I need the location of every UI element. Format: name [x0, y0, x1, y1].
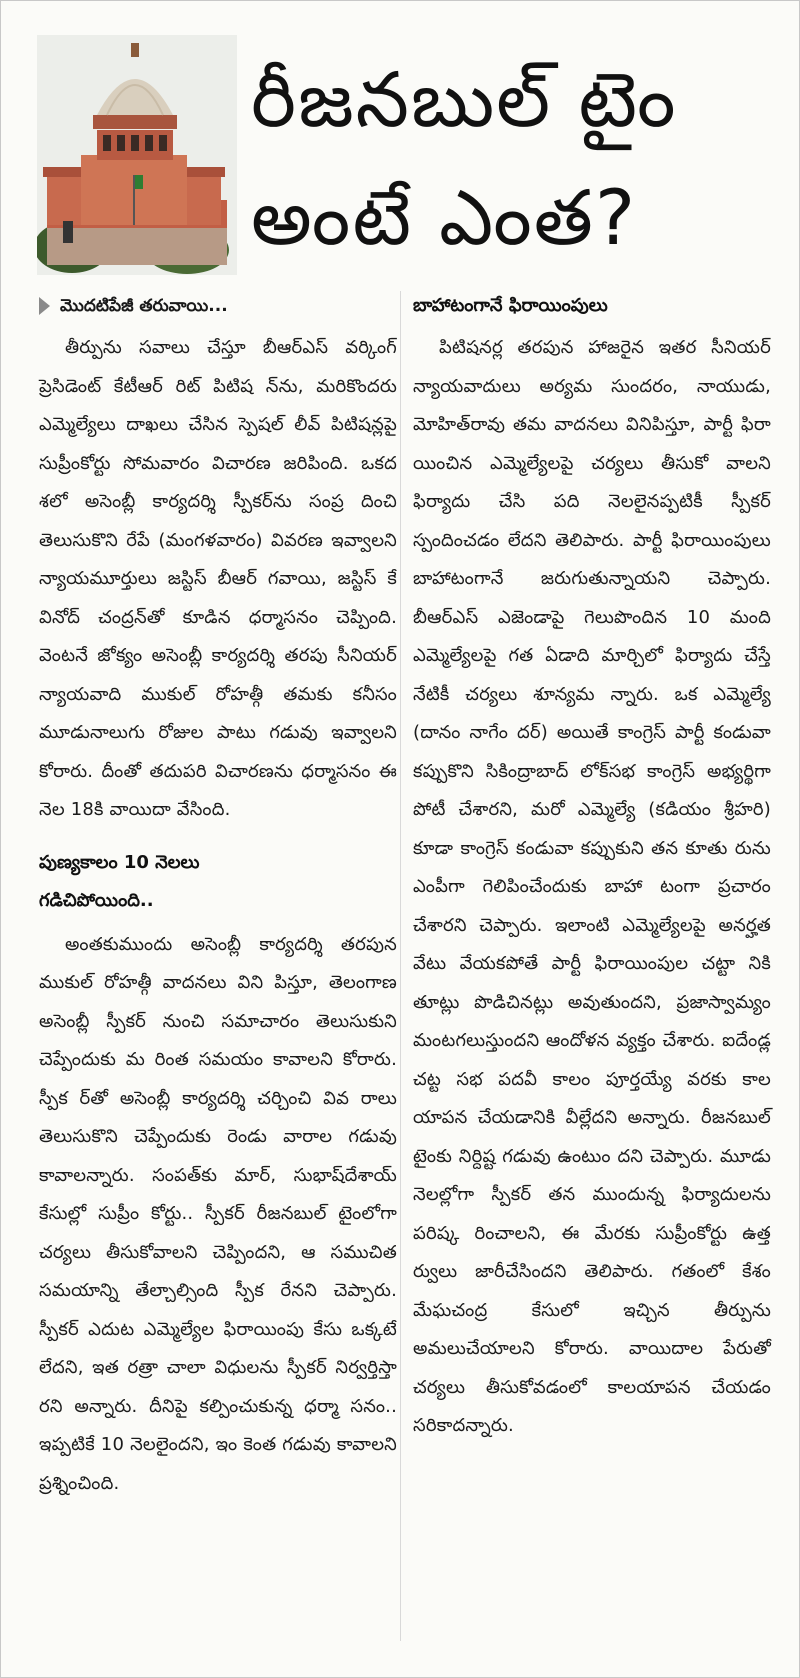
right-subheading: బాహాటంగానే ఫిరాయింపులు [413, 295, 608, 316]
left-subheading-line-2: గడిచిపోయింది.. [39, 889, 154, 911]
left-paragraph-1: తీర్పును సవాలు చేస్తూ బీఆర్ఎస్ వర్కింగ్ ప్రెసిడెంట్ కేటీఆర్ రిట్ పిటిష న్‌ను, మరికొందరు ఎమ్మెల్యేలు దాఖలు చేసిన స్పెషల్ లీవ్ పిటిషన్లపై సుప్రీంకోర్టు సోమవారం విచారణ జరిపింది. ఒకద శలో అసెంబ్లీ కార్యదర్శి స్పీకర్‌ను సంప్ర దించి తెలుసుకొని రేపే (మంగళవారం) వివరణ ఇవ్వాలని న్యాయమూర్తులు జస్టిస్ బీఆర్ గవాయి, జస్టిస్ కే వినోద్ చంద్రన్‌తో కూడిన ధర్మాసనం చెప్పింది. వెంటనే జోక్యం అసెంబ్లీ కార్యదర్శి తరపు సీనియర్ న్యాయవాది ముకుల్ రోహత్గీ తమకు కనీసం మూడునాలుగు రోజుల పాటు గడువు ఇవ్వాలని కోరారు. దీంతో తదుపరి విచారణను ధర్మాసనం ఈ నెల 18కి వాయిదా వేసింది. [39, 337, 397, 820]
headline-line-1: రీజనబుల్ టైం [251, 55, 678, 144]
supreme-court-building-image [37, 35, 237, 275]
left-column [39, 291, 397, 1503]
supreme-court-photo [37, 35, 237, 275]
arrow-right-icon [39, 297, 50, 315]
article-header [1, 1, 800, 286]
right-column [413, 291, 771, 1446]
continued-label: మొదటిపేజీ తరువాయి... [60, 296, 228, 316]
right-paragraph-1: పిటిషనర్ల తరపున హాజరైన ఇతర సీనియర్ న్యాయవాదులు అర్యమ సుందరం, నాయుడు, మోహిత్‌రావు తమ వాదనలు వినిపిస్తూ, పార్టీ ఫిరా యించిన ఎమ్మెల్యేలపై చర్యలు తీసుకో వాలని ఫిర్యాదు చేసి పది నెలలైనప్పటికీ స్పీకర్ స్పందించడం లేదని తెలిపారు. పార్టీ ఫిరాయింపులు బాహాటంగానే జరుగుతున్నాయని చెప్పారు. బీఆర్ఎస్ ఎజెండాపై గెలుపొందిన 10 మంది ఎమ్మెల్యేలపై గత ఏడాది మార్చిలో ఫిర్యాదు చేస్తే నేటికీ చర్యలు శూన్యమ న్నారు. ఒక ఎమ్మెల్యే (దానం నాగేం దర్) అయితే కాంగ్రెస్ పార్టీ కండువా కప్పుకొని సికింద్రాబాద్ లోక్‌సభ కాంగ్రెస్ అభ్యర్థిగా పోటీ చేశారని, మరో ఎమ్మెల్యే (కడియం శ్రీహరి) కూడా కాంగ్రెస్ కండువా కప్పుకుని తన కూతు రును ఎంపీగా గెలిపించేందుకు బాహా టంగా ప్రచారం చేశారని చెప్పారు. ఇలాంటి ఎమ్మెల్యేలపై అనర్హత వేటు వేయకపోతే పార్టీ ఫిరాయింపుల చట్టా నికి తూట్లు పొడిచినట్లు అవుతుందని, ప్రజాస్వామ్యం మంటగలుస్తుందని ఆందోళన వ్యక్తం చేశారు. ఐదేండ్ల చట్ట సభ పదవీ కాలం పూర్తయ్యే వరకు కాల యాపన చేయడానికి వీల్లేదని అన్నారు. రీజనబుల్ టైంకు నిర్దిష్ట గడువు ఉంటుం దని చెప్పారు. మూడు నెలల్లోగా స్పీకర్ తన ముందున్న ఫిర్యాదులను పరిష్క రించాలని, ఈ మేరకు సుప్రీంకోర్టు ఉత్త ర్వులు జారీచేసిందని తెలిపారు. గతంలో కేశం మేఘచంద్ర కేసులో ఇచ్చిన తీర్పును అమలుచేయాలని కోరారు. వాయిదాల పేరుతో చర్యలు తీసుకోవడంలో కాలయాపన చేయడం సరికాదన్నారు. [413, 337, 771, 1436]
left-paragraph-2: అంతకుముందు అసెంబ్లీ కార్యదర్శి తరపున ముకుల్ రోహత్గీ వాదనలు విని పిస్తూ, తెలంగాణ అసెంబ్లీ స్పీకర్ నుంచి సమాచారం తెలుసుకుని చెప్పేందుకు మ రింత సమయం కావాలని కోరారు. స్పీక ర్‌తో అసెంబ్లీ కార్యదర్శి చర్చించి వివ రాలు తెలుసుకొని చెప్పేందుకు రెండు వారాల గడువు కావాలన్నారు. సంపత్‌కు మార్, సుభాష్‌దేశాయ్ కేసుల్లో సుప్రీం కోర్టు.. స్పీకర్ రీజనబుల్ టైంలోగా చర్యలు తీసుకోవాలని చెప్పిందని, ఆ సముచిత సమయాన్ని తేల్చాల్సింది స్పీక రేనని చెప్పారు. స్పీకర్ ఎదుట ఎమ్మెల్యేల ఫిరాయింపు కేసు ఒక్కటే లేదని, ఇత రత్రా చాలా విధులను స్పీకర్ నిర్వర్తిస్తా రని అన్నారు. దీనిపై కల్పించుకున్న ధర్మా సనం.. ఇప్పటికే 10 నెలలైందని, ఇం కెంత గడువు కావాలని ప్రశ్నించింది. [39, 933, 397, 1494]
headline [251, 41, 791, 277]
column-divider [400, 291, 401, 1641]
continued-from-front-page [39, 291, 397, 321]
left-subheading-line-1: పుణ్యకాలం 10 నెలలు [39, 851, 200, 873]
left-subheading [39, 844, 397, 920]
headline-line-2: అంటే ఎంత? [251, 173, 638, 262]
